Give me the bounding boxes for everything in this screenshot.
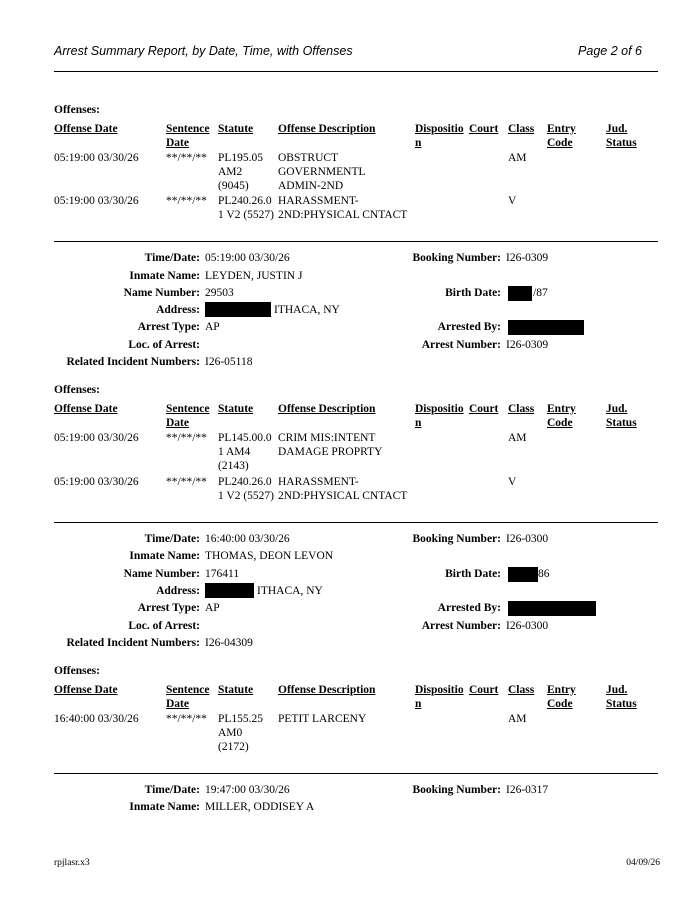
col-disposition: Dispositio n	[415, 403, 464, 429]
col-disposition: Dispositio n	[415, 684, 464, 710]
offense-date: 05:19:00 03/30/26	[54, 152, 139, 164]
offense-class: AM	[508, 713, 527, 725]
related-incidents-label: Related Incident Numbers:	[66, 637, 200, 649]
sentence-date: **/**/**	[166, 152, 207, 164]
booking-number-label: Booking Number:	[412, 533, 501, 545]
birth-date-label: Birth Date:	[445, 287, 501, 299]
col-sentence-date: Sentence Date	[166, 123, 210, 149]
col-offense-description: Offense Description	[278, 684, 376, 696]
address-label: Address:	[156, 304, 200, 316]
offense-date: 05:19:00 03/30/26	[54, 432, 139, 444]
statute: PL145.00.0 1 AM4 (2143)	[218, 432, 272, 472]
inmate-name-label: Inmate Name:	[129, 801, 200, 813]
col-class: Class	[508, 403, 535, 415]
arrest-number-value: I26-0300	[506, 620, 549, 632]
col-jud-status: Jud. Status	[606, 123, 637, 149]
name-number-value: 176411	[205, 568, 240, 580]
loc-of-arrest-label: Loc. of Arrest:	[128, 620, 200, 632]
redaction-block	[508, 320, 584, 335]
related-incidents-value: I26-04309	[205, 637, 253, 649]
inmate-name-value: LEYDEN, JUSTIN J	[205, 270, 303, 282]
offense-description: HARASSMENT- 2ND:PHYSICAL CNTACT	[278, 476, 408, 502]
arrest-number-label: Arrest Number:	[421, 339, 501, 351]
birth-date-value: /87	[533, 287, 548, 299]
arrest-number-value: I26-0309	[506, 339, 549, 351]
col-entry-code: Entry Code	[547, 403, 576, 429]
arrested-by-label: Arrested By:	[437, 602, 501, 614]
offense-description: HARASSMENT- 2ND:PHYSICAL CNTACT	[278, 195, 408, 221]
col-jud-status: Jud. Status	[606, 403, 637, 429]
col-statute: Statute	[218, 123, 254, 135]
time-date-value: 05:19:00 03/30/26	[205, 252, 290, 264]
inmate-name-label: Inmate Name:	[129, 550, 200, 562]
col-court: Court	[469, 123, 499, 135]
statute: PL240.26.0 1 V2 (5527)	[218, 195, 275, 221]
booking-number-value: I26-0317	[506, 784, 549, 796]
record-divider	[54, 773, 658, 774]
arrest-type-value: AP	[205, 602, 220, 614]
arrest-type-value: AP	[205, 321, 220, 333]
sentence-date: **/**/**	[166, 432, 207, 444]
sentence-date: **/**/**	[166, 476, 207, 488]
offense-date: 16:40:00 03/30/26	[54, 713, 139, 725]
col-offense-description: Offense Description	[278, 123, 376, 135]
redaction-block	[508, 286, 532, 301]
offense-description: CRIM MIS:INTENT DAMAGE PROPRTY	[278, 432, 383, 458]
name-number-value: 29503	[205, 287, 234, 299]
booking-number-value: I26-0309	[506, 252, 549, 264]
statute: PL155.25 AM0 (2172)	[218, 713, 264, 753]
col-court: Court	[469, 403, 499, 415]
col-court: Court	[469, 684, 499, 696]
col-offense-date: Offense Date	[54, 684, 118, 696]
booking-number-label: Booking Number:	[412, 784, 501, 796]
offense-date: 05:19:00 03/30/26	[54, 476, 139, 488]
statute: PL195.05 AM2 (9045)	[218, 152, 264, 192]
name-number-label: Name Number:	[123, 568, 200, 580]
address-city: ITHACA, NY	[257, 585, 323, 597]
offense-description: PETIT LARCENY	[278, 713, 367, 725]
time-date-value: 16:40:00 03/30/26	[205, 533, 290, 545]
col-offense-date: Offense Date	[54, 403, 118, 415]
sentence-date: **/**/**	[166, 195, 207, 207]
col-disposition: Dispositio n	[415, 123, 464, 149]
offense-class: AM	[508, 432, 527, 444]
arrest-type-label: Arrest Type:	[137, 321, 200, 333]
name-number-label: Name Number:	[123, 287, 200, 299]
address-city: ITHACA, NY	[274, 304, 340, 316]
offenses-heading: Offenses:	[54, 384, 100, 396]
birth-date-value: 86	[538, 568, 550, 580]
related-incidents-value: I26-05118	[205, 356, 253, 368]
col-class: Class	[508, 123, 535, 135]
col-sentence-date: Sentence Date	[166, 684, 210, 710]
redaction-block	[205, 583, 254, 598]
col-entry-code: Entry Code	[547, 123, 576, 149]
arrest-number-label: Arrest Number:	[421, 620, 501, 632]
time-date-label: Time/Date:	[144, 533, 200, 545]
col-statute: Statute	[218, 403, 254, 415]
sentence-date: **/**/**	[166, 713, 207, 725]
birth-date-label: Birth Date:	[445, 568, 501, 580]
record-divider	[54, 522, 658, 523]
redaction-block	[205, 302, 271, 317]
record-divider	[54, 241, 658, 242]
redaction-block	[508, 601, 596, 616]
header-divider	[54, 71, 658, 72]
inmate-name-label: Inmate Name:	[129, 270, 200, 282]
col-offense-description: Offense Description	[278, 403, 376, 415]
offense-class: V	[508, 195, 517, 207]
booking-number-label: Booking Number:	[412, 252, 501, 264]
loc-of-arrest-label: Loc. of Arrest:	[128, 339, 200, 351]
col-statute: Statute	[218, 684, 254, 696]
col-jud-status: Jud. Status	[606, 684, 637, 710]
offense-description: OBSTRUCT GOVERNMENTL ADMIN-2ND	[278, 152, 366, 192]
col-offense-date: Offense Date	[54, 123, 118, 135]
col-entry-code: Entry Code	[547, 684, 576, 710]
booking-number-value: I26-0300	[506, 533, 549, 545]
report-title: Arrest Summary Report, by Date, Time, with Offenses	[54, 44, 353, 58]
inmate-name-value: MILLER, ODDISEY A	[205, 801, 315, 813]
related-incidents-label: Related Incident Numbers:	[66, 356, 200, 368]
offense-class: AM	[508, 152, 527, 164]
inmate-name-value: THOMAS, DEON LEVON	[205, 550, 334, 562]
offense-date: 05:19:00 03/30/26	[54, 195, 139, 207]
offenses-heading: Offenses:	[54, 104, 100, 116]
offenses-heading: Offenses:	[54, 665, 100, 677]
statute: PL240.26.0 1 V2 (5527)	[218, 476, 275, 502]
time-date-value: 19:47:00 03/30/26	[205, 784, 290, 796]
offense-class: V	[508, 476, 517, 488]
footer-report-id: rpjlasr.x3	[54, 858, 90, 868]
address-label: Address:	[156, 585, 200, 597]
page-number: Page 2 of 6	[578, 44, 642, 58]
time-date-label: Time/Date:	[144, 252, 200, 264]
arrest-type-label: Arrest Type:	[137, 602, 200, 614]
redaction-block	[508, 567, 538, 582]
col-sentence-date: Sentence Date	[166, 403, 210, 429]
col-class: Class	[508, 684, 535, 696]
footer-date: 04/09/26	[626, 858, 660, 868]
time-date-label: Time/Date:	[144, 784, 200, 796]
arrested-by-label: Arrested By:	[437, 321, 501, 333]
